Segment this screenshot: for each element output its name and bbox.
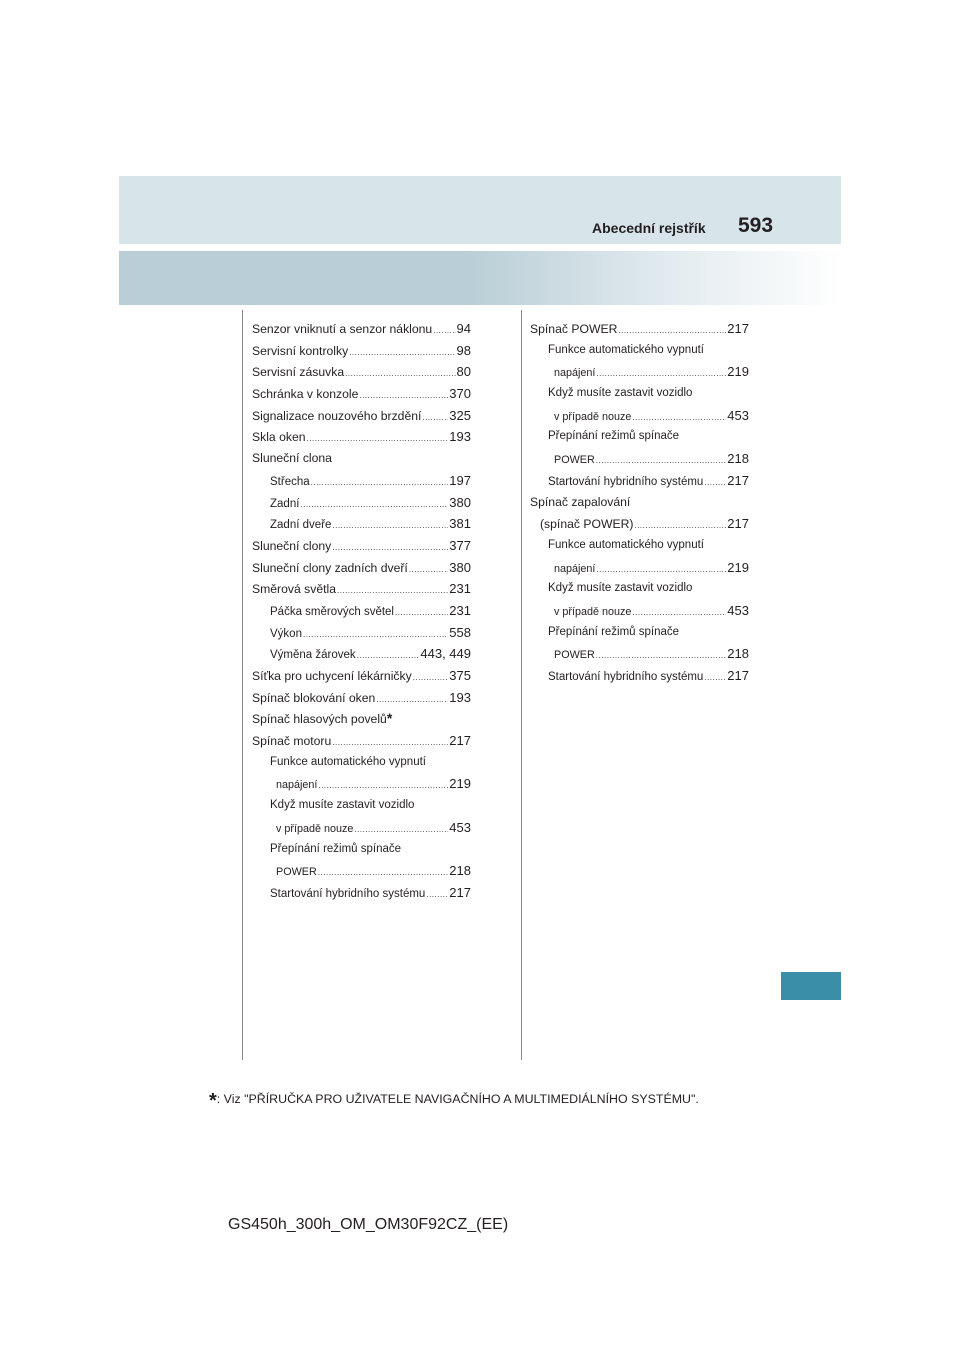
index-entry-label: v případě nouze: [554, 605, 632, 618]
dot-leader: [395, 602, 448, 624]
index-entry: [530, 622, 749, 644]
index-entry-page: 217: [727, 472, 749, 488]
dot-leader: [422, 407, 448, 429]
index-entry-page: 217: [449, 733, 471, 749]
index-entry-label: Startování hybridního systému: [548, 475, 704, 488]
index-entry-label: Směrová světla: [252, 582, 336, 597]
index-entry-label: Funkce automatického vypnutí: [548, 538, 704, 551]
dot-leader: [413, 667, 449, 689]
footnote-text: : Viz "PŘÍRUČKA PRO UŽIVATELE NAVIGAČNÍHO A MULTIMEDIÁLNÍHO SYSTÉMU".: [216, 1092, 699, 1106]
index-entry: [252, 708, 471, 730]
dot-leader: [349, 342, 455, 364]
index-entry: [530, 405, 749, 427]
index-entry-page: 219: [449, 776, 471, 792]
index-entry-label: v případě nouze: [554, 410, 632, 423]
index-entry-label: Výměna žárovek: [270, 649, 356, 662]
index-entry: [252, 513, 471, 535]
dot-leader: [596, 450, 727, 472]
index-entry-label: POWER: [276, 866, 317, 879]
index-entry-page: 218: [727, 451, 749, 467]
index-entry-label: Když musíte zastavit vozidlo: [548, 387, 693, 400]
index-entry-page: 219: [727, 364, 749, 380]
index-entry-page: 380: [449, 494, 471, 510]
dot-leader: [376, 689, 448, 711]
header-band: [119, 176, 841, 244]
index-entry: [530, 578, 749, 600]
index-entry-label: napájení: [554, 562, 596, 575]
index-entry: [252, 643, 471, 665]
index-entry-label: Výkon: [270, 627, 302, 640]
index-entry-page: 193: [449, 429, 471, 445]
index-entry-page: 231: [449, 581, 471, 597]
index-entry-label: Sluneční clony: [252, 538, 332, 553]
dot-leader: [311, 472, 449, 494]
footnote-reference-marker: *: [386, 710, 393, 727]
index-entry: [530, 361, 749, 383]
index-entry: [252, 687, 471, 709]
index-entry-label: Síťka pro uchycení lékárničky: [252, 669, 412, 683]
footnote-marker: *: [209, 1090, 217, 1112]
index-entry-page: 218: [727, 646, 749, 662]
dot-leader: [300, 494, 448, 516]
index-column-left: [252, 318, 471, 904]
index-entry-page: 94: [456, 321, 471, 336]
index-entry: [530, 492, 749, 514]
dot-leader: [332, 515, 448, 537]
index-entry: [252, 665, 471, 687]
index-entry-label: Servisní kontrolky: [252, 343, 349, 358]
dot-leader: [354, 819, 448, 841]
index-entry-label: v případě nouze: [276, 822, 354, 835]
index-entry: [530, 426, 749, 448]
index-entry-label: Zadní dveře: [270, 519, 332, 532]
index-entry-page: 558: [449, 624, 471, 640]
index-entry-label: Sluneční clony zadních dveří: [252, 560, 408, 575]
index-entry: [530, 470, 749, 492]
index-entry: [252, 535, 471, 557]
index-entry-page: 98: [456, 342, 471, 358]
index-entry-label: Spínač motoru: [252, 734, 332, 749]
index-entry-label: Skla oken: [252, 430, 306, 445]
index-entry-label: Přepínání režimů spínače: [270, 842, 402, 855]
index-entry: [252, 839, 471, 861]
dot-leader: [596, 559, 726, 581]
index-entry-label: POWER: [554, 649, 595, 662]
index-entry-page: 377: [449, 537, 471, 553]
dot-leader: [357, 645, 420, 667]
index-entry: [252, 578, 471, 600]
index-entry-page: 453: [449, 819, 471, 835]
index-entry: [252, 730, 471, 752]
index-entry-label: Servisní zásuvka: [252, 365, 345, 380]
index-entry-page: 381: [449, 516, 471, 532]
dot-leader: [337, 580, 448, 602]
decorative-gradient-bar: [119, 251, 841, 305]
dot-leader: [632, 602, 726, 624]
index-entry-label: Když musíte zastavit vozidlo: [548, 582, 693, 595]
index-entry-label: Senzor vniknutí a senzor náklonu: [252, 322, 433, 336]
chapter-thumb-tab: [781, 972, 841, 1000]
dot-leader: [596, 363, 726, 385]
index-entry: [252, 773, 471, 795]
dot-leader: [318, 862, 449, 884]
index-entry: [252, 470, 471, 492]
index-entry-label: Spínač hlasových povelů: [252, 712, 387, 727]
index-entry-page: 375: [449, 668, 471, 683]
index-entry-page: 443, 449: [420, 646, 471, 662]
index-entry-page: 218: [449, 863, 471, 879]
index-entry-label: Startování hybridního systému: [548, 671, 704, 683]
index-entry-page: 219: [727, 559, 749, 575]
index-entry-page: 197: [449, 472, 471, 488]
dot-leader: [618, 320, 726, 342]
column-rule-left: [242, 310, 243, 1060]
dot-leader: [332, 537, 448, 559]
index-entry-label: Zadní: [270, 497, 300, 510]
index-entry: [252, 795, 471, 817]
index-entry-page: 217: [727, 321, 749, 336]
dot-leader: [433, 320, 455, 342]
page-number: 593: [738, 214, 774, 237]
index-entry-label: Startování hybridního systému: [270, 887, 426, 900]
index-entry-label: Funkce automatického vypnutí: [270, 755, 426, 768]
index-entry-page: 231: [449, 602, 471, 618]
index-entry-label: Páčka směrových světel: [270, 605, 394, 618]
index-entry: [252, 600, 471, 622]
index-entry: [530, 513, 749, 535]
index-entry-page: 453: [727, 407, 749, 423]
index-entry: [252, 492, 471, 514]
index-entry-label: Schránka v konzole: [252, 387, 359, 402]
index-entry: [530, 665, 749, 687]
index-entry: [252, 405, 471, 427]
dot-leader: [704, 472, 726, 494]
index-entry-page: 217: [449, 884, 471, 900]
index-entry-label: Funkce automatického vypnutí: [548, 343, 704, 356]
index-entry: [252, 622, 471, 644]
index-entry: [530, 557, 749, 579]
index-entry: [530, 448, 749, 470]
dot-leader: [345, 363, 455, 385]
dot-leader: [596, 645, 727, 667]
index-entry: [252, 817, 471, 839]
index-entry-page: 217: [727, 668, 749, 683]
dot-leader: [303, 624, 448, 646]
index-entry: [530, 340, 749, 362]
document-code: GS450h_300h_OM_OM30F92CZ_(EE): [228, 1216, 509, 1233]
index-entry: [252, 860, 471, 882]
index-entry-label: Přepínání režimů spínače: [548, 430, 680, 443]
index-entry-page: 380: [449, 559, 471, 575]
index-entry-page: 370: [449, 386, 471, 402]
index-entry: [252, 448, 471, 470]
dot-leader: [704, 667, 726, 689]
index-entry-label: napájení: [554, 367, 596, 380]
dot-leader: [409, 559, 448, 581]
index-entry: [252, 318, 471, 340]
index-entry-page: 325: [449, 407, 471, 423]
index-entry-page: 80: [456, 364, 471, 380]
index-entry-label: (spínač POWER): [540, 517, 634, 532]
index-entry-label: Sluneční clona: [252, 451, 332, 466]
index-entry: [252, 752, 471, 774]
dot-leader: [332, 732, 448, 754]
index-entry: [252, 426, 471, 448]
index-entry: [252, 340, 471, 362]
index-entry-label: Spínač blokování oken: [252, 690, 376, 705]
index-entry-label: POWER: [554, 454, 595, 467]
index-entry: [530, 643, 749, 665]
index-entry-label: napájení: [276, 779, 318, 792]
dot-leader: [359, 385, 448, 407]
index-entry: [252, 383, 471, 405]
index-entry: [530, 535, 749, 557]
column-rule-right: [521, 310, 522, 1060]
index-entry-label: Spínač POWER: [530, 322, 618, 336]
index-entry-label: Střecha: [270, 475, 310, 488]
index-entry-label: Signalizace nouzového brzdění: [252, 408, 422, 423]
index-entry-label: Když musíte zastavit vozidlo: [270, 799, 415, 812]
dot-leader: [426, 884, 448, 906]
index-entry: [252, 882, 471, 904]
index-entry-label: Spínač zapalování: [530, 494, 631, 509]
index-entry: [252, 557, 471, 579]
index-entry: [530, 600, 749, 622]
section-title: Abecední rejstřík: [592, 220, 706, 236]
dot-leader: [632, 407, 726, 429]
index-entry-page: 217: [727, 516, 749, 532]
footnote: [209, 1090, 699, 1113]
dot-leader: [318, 775, 448, 797]
index-entry: [530, 383, 749, 405]
dot-leader: [307, 428, 449, 450]
index-entry: [530, 318, 749, 340]
index-column-right: [530, 318, 749, 687]
index-entry-page: 193: [449, 689, 471, 705]
index-entry-label: Přepínání režimů spínače: [548, 625, 680, 638]
index-entry-page: 453: [727, 602, 749, 618]
index-entry: [252, 361, 471, 383]
dot-leader: [634, 515, 726, 537]
